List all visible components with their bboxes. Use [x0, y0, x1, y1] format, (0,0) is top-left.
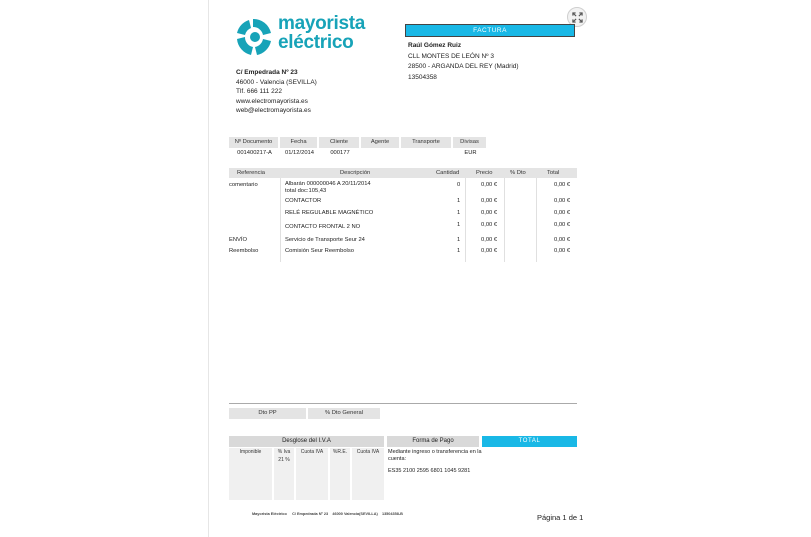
line-desc: Albarán 000000046 A 20/11/2014 total doc:105,43 — [285, 181, 371, 194]
doc-currency: EUR — [464, 150, 477, 156]
doc-transport — [401, 148, 453, 158]
line-desc: Comisión Seur Reembolso — [285, 248, 354, 254]
line-qty: 1 — [457, 222, 461, 228]
line-qty: 1 — [457, 210, 461, 216]
lines-table-header — [229, 168, 577, 178]
company-info — [236, 68, 317, 116]
line-qty: 1 — [457, 237, 461, 243]
line-price: 0,00 € — [481, 237, 498, 243]
line-price: 0,00 € — [481, 222, 498, 228]
lines-header-ref: Referencia — [237, 170, 266, 176]
line-qty: 1 — [457, 248, 461, 254]
line-ref: ENVÍO — [229, 237, 248, 243]
line-price: 0,00 € — [481, 210, 498, 216]
company-email: web@electromayorista.es — [236, 107, 311, 114]
expand-icon — [572, 12, 583, 23]
summary-divider — [229, 403, 577, 404]
lines-header-price: Precio — [476, 170, 493, 176]
company-website: www.electromayorista.es — [236, 97, 308, 105]
line-ref: comentario — [229, 182, 258, 188]
doc-number: 001400217-A — [237, 150, 272, 156]
iva-pct-value: 21 % — [278, 457, 290, 463]
discount-general-label: % Dto General — [308, 408, 380, 419]
client-city: 28500 - ARGANDA DEL REY (Madrid) — [408, 63, 519, 70]
footer-info: Mayorista Eléctrico C/ Empedrada Nº 23 46000 Valencia(SEVILLA) 13504358-B — [252, 512, 403, 516]
page-number: Página 1 de 1 — [537, 513, 584, 522]
column-divider — [280, 178, 281, 262]
line-price: 0,00 € — [481, 248, 498, 254]
company-address: C/ Empedrada Nº 23 — [236, 69, 298, 76]
lines-header-qty: Cantidad — [436, 170, 460, 176]
iva-breakdown-title: Desglose del I.V.A — [229, 436, 384, 447]
client-address: CLL MONTES DE LEÓN Nº 3 — [408, 52, 494, 60]
client-id: 13504358 — [408, 73, 437, 81]
iva-col-quota-re: Cuota IVA — [352, 448, 384, 500]
column-divider — [504, 178, 505, 262]
doc-header-number: Nº Documento — [229, 137, 280, 148]
line-total: 0,00 € — [554, 210, 571, 216]
line-total: 0,00 € — [554, 198, 571, 204]
doc-header-transport: Transporte — [401, 137, 453, 148]
line-desc: RELÉ REGULABLE MAGNÉTICO — [285, 210, 374, 216]
payment-method-title: Forma de Pago — [387, 436, 479, 447]
line-total: 0,00 € — [554, 237, 571, 243]
line-ref: Reembolso — [229, 248, 259, 254]
line-desc: Servicio de Transporte Seur 24 — [285, 237, 365, 243]
company-phone: Tlf. 666 111 222 — [236, 88, 283, 95]
client-info — [408, 41, 519, 83]
line-desc: CONTACTO FRONTAL 2 NO — [285, 224, 361, 230]
column-divider — [465, 178, 466, 262]
company-logo-text: mayorista eléctrico — [278, 13, 366, 53]
discount-pp-label: Dto PP — [229, 408, 306, 419]
doc-date: 01/12/2014 — [284, 150, 314, 156]
document-info-table — [229, 137, 488, 158]
line-qty: 0 — [457, 182, 461, 188]
line-total: 0,00 € — [554, 248, 571, 254]
iva-col-re: %R.E. — [330, 448, 350, 500]
line-qty: 1 — [457, 198, 461, 204]
line-price: 0,00 € — [481, 198, 498, 204]
line-desc: CONTACTOR — [285, 198, 322, 204]
line-price: 0,00 € — [481, 182, 498, 188]
doc-header-date: Fecha — [280, 137, 319, 148]
line-total: 0,00 € — [554, 182, 571, 188]
lines-header-desc: Descripción — [340, 170, 371, 176]
iva-col-quota: Cuota IVA — [296, 448, 328, 500]
company-city: 46000 - Valencia (SEVILLA) — [236, 78, 317, 86]
client-name: Raúl Gómez Ruiz — [408, 42, 462, 49]
iva-col-imponible: Imponible — [229, 448, 272, 500]
payment-iban: ES35 2100 2595 6801 1045 9281 — [388, 468, 471, 474]
line-total: 0,00 € — [554, 222, 571, 228]
doc-agent — [361, 148, 401, 158]
total-label: TOTAL — [482, 436, 577, 447]
doc-header-agent: Agente — [361, 137, 401, 148]
doc-header-currency: Divisas — [453, 137, 488, 148]
doc-client: 000177 — [330, 150, 350, 156]
payment-method-text: Mediante ingreso o transferencia en la cuenta: — [388, 449, 482, 462]
doc-header-client: Cliente — [319, 137, 361, 148]
lines-header-dto: % Dto — [510, 170, 526, 176]
lines-header-total: Total — [547, 170, 560, 176]
column-divider — [536, 178, 537, 262]
iva-col-pct: % Iva 21 % — [274, 448, 294, 500]
invoice-title: FACTURA — [405, 24, 575, 37]
